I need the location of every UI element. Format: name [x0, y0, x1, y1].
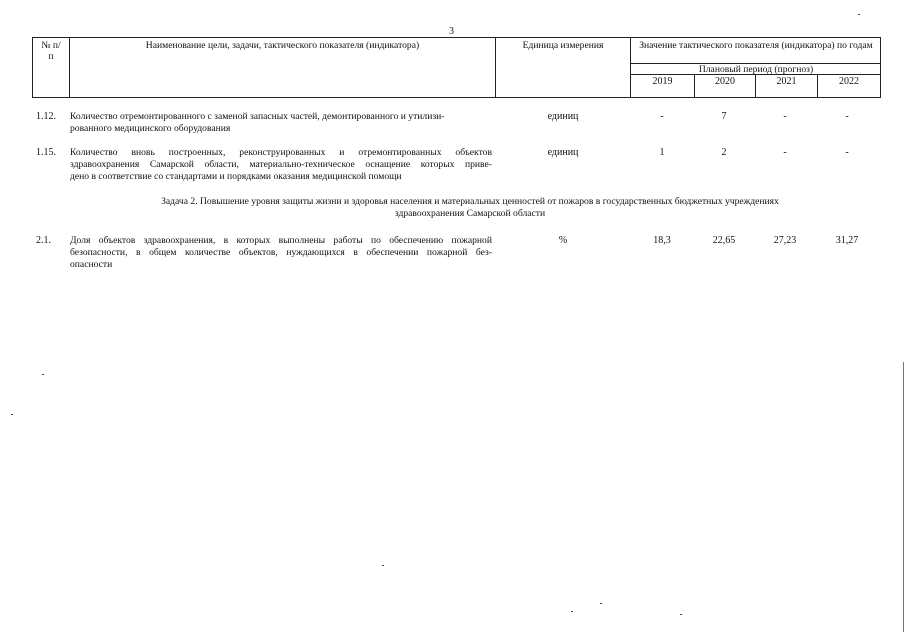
row-name-line: рованного медицинского оборудования: [70, 123, 231, 134]
scan-edge-line: [903, 362, 904, 632]
scan-speck: [571, 611, 573, 612]
header-name-label: Наименование цели, задачи, тактического показателя (индикатора): [145, 40, 420, 51]
row-number: 1.15.: [36, 147, 56, 158]
row-number: 1.12.: [36, 111, 56, 122]
row-value: 18,3: [653, 235, 671, 246]
header-year: 2020: [715, 76, 735, 87]
header-num-label: № п/п: [41, 40, 61, 62]
row-name-line: Доля объектов здравоохранения, в которых выполнены работы по обеспечению пожарной: [70, 235, 492, 246]
row-value: -: [783, 147, 787, 158]
row-name-line: здравоохранения Самарской области, материально-техническое оснащение которых приве-: [70, 159, 492, 170]
row-name-line: безопасности, в общем количестве объектов, нуждающихся в обеспечении пожарной без-: [70, 247, 492, 258]
row-value: 2: [721, 147, 727, 158]
header-period-label: Плановый период (прогноз): [698, 64, 814, 75]
row-number: 2.1.: [36, 235, 51, 246]
header-values-label: Значение тактического показателя (индикатора) по годам: [639, 40, 873, 51]
row-value: 27,23: [773, 235, 797, 246]
row-name: [70, 147, 492, 183]
row-unit: %: [558, 235, 568, 246]
section-heading: [100, 196, 840, 220]
row-unit: единиц: [547, 111, 579, 122]
section-heading-line: Задача 2. Повышение уровня защиты жизни и здоровья населения и материальных ценностей от пожаров в государственных бюджетных учреждениях: [161, 196, 779, 207]
scan-speck: [680, 614, 682, 615]
scan-speck: [382, 565, 384, 566]
header-unit-label: Единица измерения: [522, 40, 604, 51]
row-name-line: опасности: [70, 259, 113, 270]
row-value: 1: [659, 147, 665, 158]
scan-speck: [858, 14, 860, 15]
row-value: -: [660, 111, 664, 122]
page-number: 3: [449, 26, 454, 37]
row-value: -: [845, 111, 849, 122]
row-value: 7: [721, 111, 727, 122]
row-name-line: Количество вновь построенных, реконструированных и отремонтированных объектов: [70, 147, 492, 158]
header-year: 2021: [776, 76, 797, 87]
section-heading-line: здравоохранения Самарской области: [394, 208, 546, 219]
row-name-line: Количество отремонтированного с заменой запасных частей, демонтированного и утилизи-: [70, 111, 445, 122]
scan-speck: [42, 374, 44, 375]
row-unit: единиц: [547, 147, 579, 158]
row-name: [70, 235, 492, 271]
scan-speck: [600, 603, 602, 604]
row-name-line: дено в соответствие со стандартами и порядками оказания медицинской помощи: [70, 171, 402, 182]
row-name: [70, 111, 492, 135]
scan-speck: [11, 414, 13, 415]
header-year: 2022: [839, 76, 859, 87]
row-value: -: [783, 111, 787, 122]
header-year: 2019: [652, 76, 673, 87]
row-value: 22,65: [712, 235, 736, 246]
row-value: 31,27: [835, 235, 859, 246]
row-value: -: [845, 147, 849, 158]
